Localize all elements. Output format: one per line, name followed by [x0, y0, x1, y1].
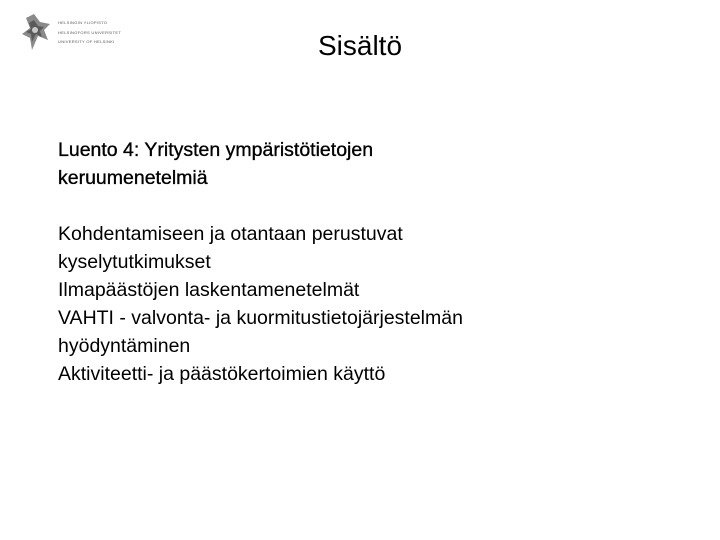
logo-line-sv: HELSINGFORS UNIVERSITET [58, 29, 122, 35]
logo-line-fi: HELSINGIN YLIOPISTO [58, 20, 108, 25]
lecture-heading-line-2: keruumenetelmiä [58, 167, 208, 189]
content-line: hyödyntäminen [58, 335, 191, 357]
content-line: VAHTI - valvonta- ja kuormitustietojärjestelmän [58, 307, 463, 329]
content-line: Aktiviteetti- ja päästökertoimien käyttö [58, 363, 386, 385]
content-line: kyselytutkimukset [58, 251, 211, 273]
slide-title: Sisältö [317, 30, 403, 61]
logo-line-en: UNIVERSITY OF HELSINKI [58, 39, 115, 44]
lecture-heading-line-1: Luento 4: Yritysten ympäristötietojen [58, 139, 374, 161]
content-list [58, 220, 463, 388]
lecture-heading [58, 136, 373, 192]
content-line: Kohdentamiseen ja otantaan perustuvat [58, 223, 403, 245]
content-line: Ilmapäästöjen laskentamenetelmät [58, 279, 360, 301]
